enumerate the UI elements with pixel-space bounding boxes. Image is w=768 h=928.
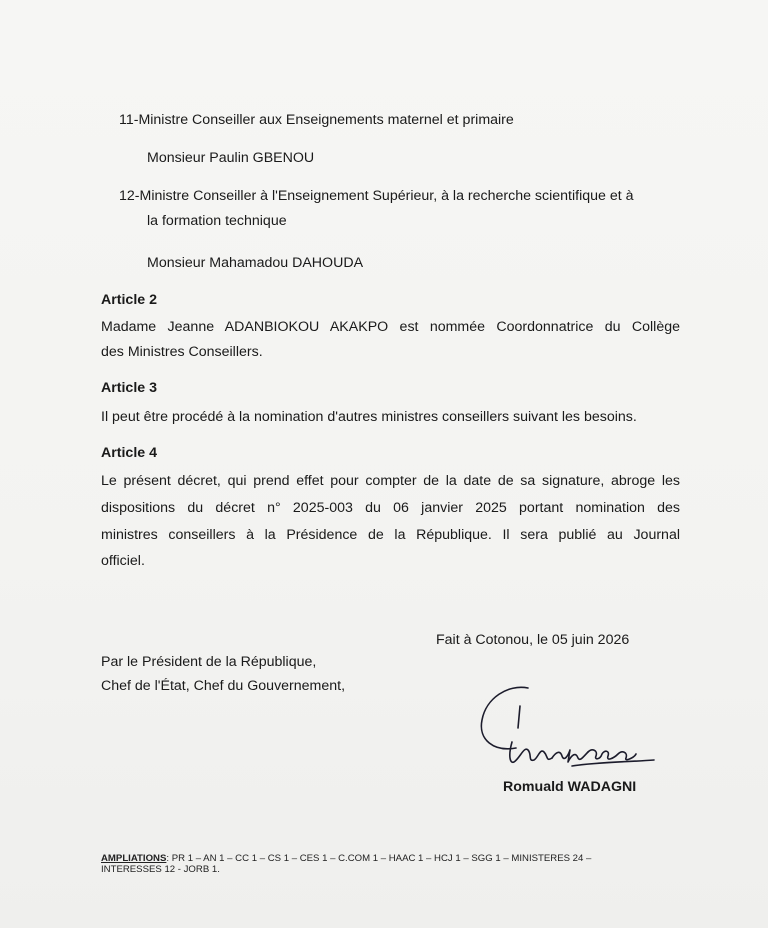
ampliations-block bbox=[101, 853, 631, 875]
ampliations-text: : PR 1 – AN 1 – CC 1 – CS 1 – CES 1 – C.COM 1 – HAAC 1 – HCJ 1 – SGG 1 – MINISTERES 24 – INTERESSES 12 - JORB 1. bbox=[101, 853, 592, 875]
item-12-title-line2: la formation technique bbox=[147, 213, 287, 229]
article-4-line2: dispositions du décret n° 2025-003 du 06 janvier 2025 portant nomination des bbox=[101, 500, 680, 516]
signatory-name: Romuald WADAGNI bbox=[503, 779, 637, 795]
article-2-heading: Article 2 bbox=[101, 292, 157, 308]
article-2-line2: des Ministres Conseillers. bbox=[101, 344, 263, 360]
item-12-name: Monsieur Mahamadou DAHOUDA bbox=[147, 255, 364, 271]
article-4-line1: Le présent décret, qui prend effet pour compter de la date de sa signature, abroge les bbox=[101, 473, 680, 489]
item-12-title-line1: 12-Ministre Conseiller à l'Enseignement Supérieur, à la recherche scientifique et à bbox=[119, 188, 634, 204]
item-11-name: Monsieur Paulin GBENOU bbox=[147, 150, 315, 166]
article-3-line1: Il peut être procédé à la nomination d'autres ministres conseillers suivant les besoins. bbox=[101, 409, 637, 425]
handwritten-signature bbox=[468, 676, 668, 776]
item-11-title: 11-Ministre Conseiller aux Enseignements maternel et primaire bbox=[119, 112, 514, 128]
article-4-heading: Article 4 bbox=[101, 445, 157, 461]
article-2-line1: Madame Jeanne ADANBIOKOU AKAKPO est nommée Coordonnatrice du Collège bbox=[101, 319, 680, 335]
ampliations-label: AMPLIATIONS bbox=[101, 853, 167, 864]
article-3-heading: Article 3 bbox=[101, 380, 157, 396]
authority-line1: Par le Président de la République, bbox=[101, 654, 317, 670]
article-4-line3: ministres conseillers à la Présidence de la République. Il sera publié au Journal bbox=[101, 527, 680, 543]
article-4-line4: officiel. bbox=[101, 553, 145, 569]
authority-line2: Chef de l'État, Chef du Gouvernement, bbox=[101, 678, 346, 694]
place-and-date: Fait à Cotonou, le 05 juin 2026 bbox=[436, 632, 630, 648]
